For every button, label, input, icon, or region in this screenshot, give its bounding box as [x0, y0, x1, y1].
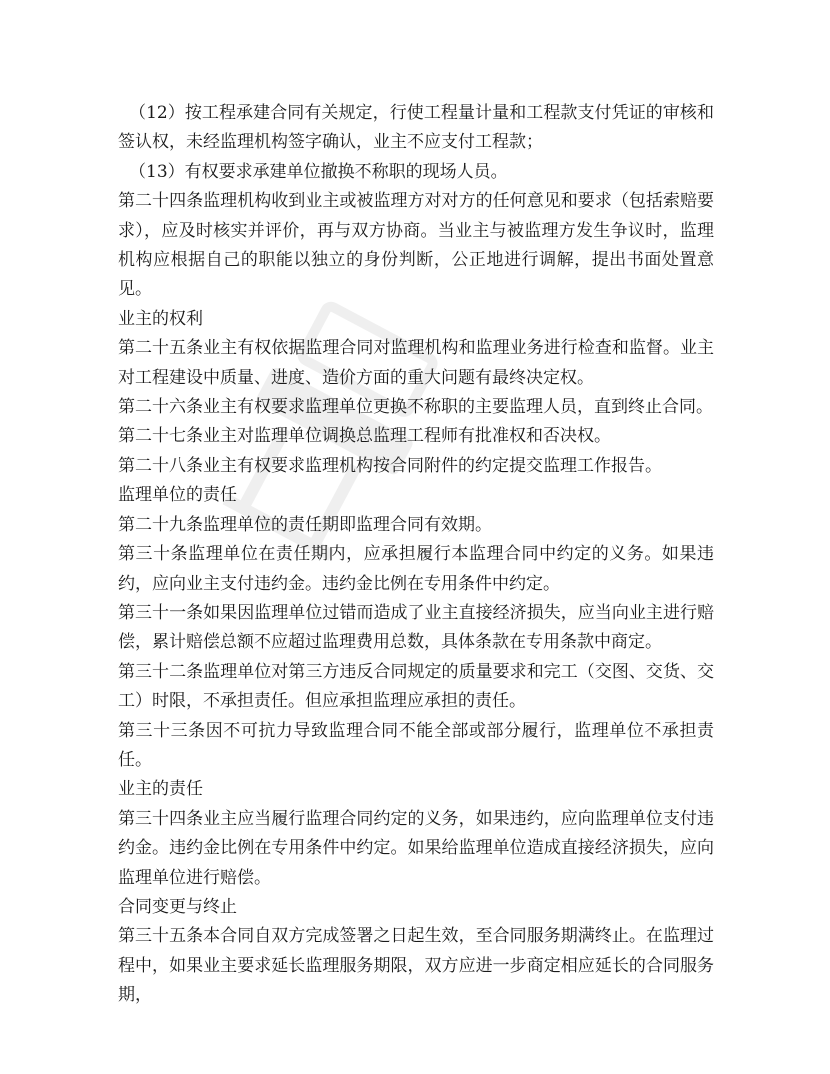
- article-33: 第三十三条因不可抗力导致监理合同不能全部或部分履行，监理单位不承担责任。: [118, 720, 714, 770]
- clause-13: （13）有权要求承建单位撤换不称职的现场人员。: [129, 161, 508, 182]
- article-24: 第二十四条监理机构收到业主或被监理方对对方的任何意见和要求（包括索赔要求），应及时核实并评价，再与双方协商。当业主与被监理方发生争议时，监理机构应根据自己的职能以独立的身份判断，公正地进行调解，提出书面处置意见。: [118, 191, 714, 300]
- section-heading-owner-rights: 业主的权利: [118, 308, 203, 329]
- article-27: 第二十七条业主对监理单位调换总监理工程师有批准权和否决权。: [118, 426, 611, 447]
- document-body: [118, 99, 714, 1011]
- article-32: 第三十二条监理单位对第三方违反合同规定的质量要求和完工（交图、交货、交工）时限，不承担责任。但应承担监理应承担的责任。: [118, 661, 714, 712]
- clause-12: （12）按工程承建合同有关规定，行使工程量计量和工程款支付凭证的审核和签认权，未经监理机构签字确认，业主不应支付工程款；: [118, 103, 714, 153]
- section-heading-owner-liability: 业主的责任: [118, 779, 203, 800]
- article-26: 第二十六条业主有权要求监理单位更换不称职的主要监理人员，直到终止合同。: [118, 397, 713, 418]
- article-30: 第三十条监理单位在责任期内，应承担履行本监理合同中约定的义务。如果违约，应向业主支付违约金。违约金比例在专用条件中约定。: [118, 544, 714, 594]
- article-29: 第二十九条监理单位的责任期即监理合同有效期。: [118, 514, 492, 535]
- article-34: 第三十四条业主应当履行监理合同约定的义务，如果违约，应向监理单位支付违约金。违约金比例在专用条件中约定。如果给监理单位造成直接经济损失，应向监理单位进行赔偿。: [118, 808, 714, 888]
- article-31: 第三十一条如果因监理单位过错而造成了业主直接经济损失，应当向业主进行赔偿，累计赔偿总额不应超过监理费用总数，具体条款在专用条款中商定。: [118, 602, 714, 653]
- section-heading-supervisor-liability: 监理单位的责任: [118, 485, 237, 506]
- article-35: 第三十五条本合同自双方完成签署之日起生效，至合同服务期满终止。在监理过程中，如果业主要求延长监理服务期限，双方应进一步商定相应延长的合同服务期，: [118, 926, 714, 1006]
- article-28: 第二十八条业主有权要求监理机构按合同附件的约定提交监理工作报告。: [118, 455, 662, 476]
- article-25: 第二十五条业主有权依据监理合同对监理机构和监理业务进行检查和监督。业主对工程建设中质量、进度、造价方面的重大问题有最终决定权。: [118, 338, 714, 388]
- section-heading-change-termination: 合同变更与终止: [118, 896, 237, 917]
